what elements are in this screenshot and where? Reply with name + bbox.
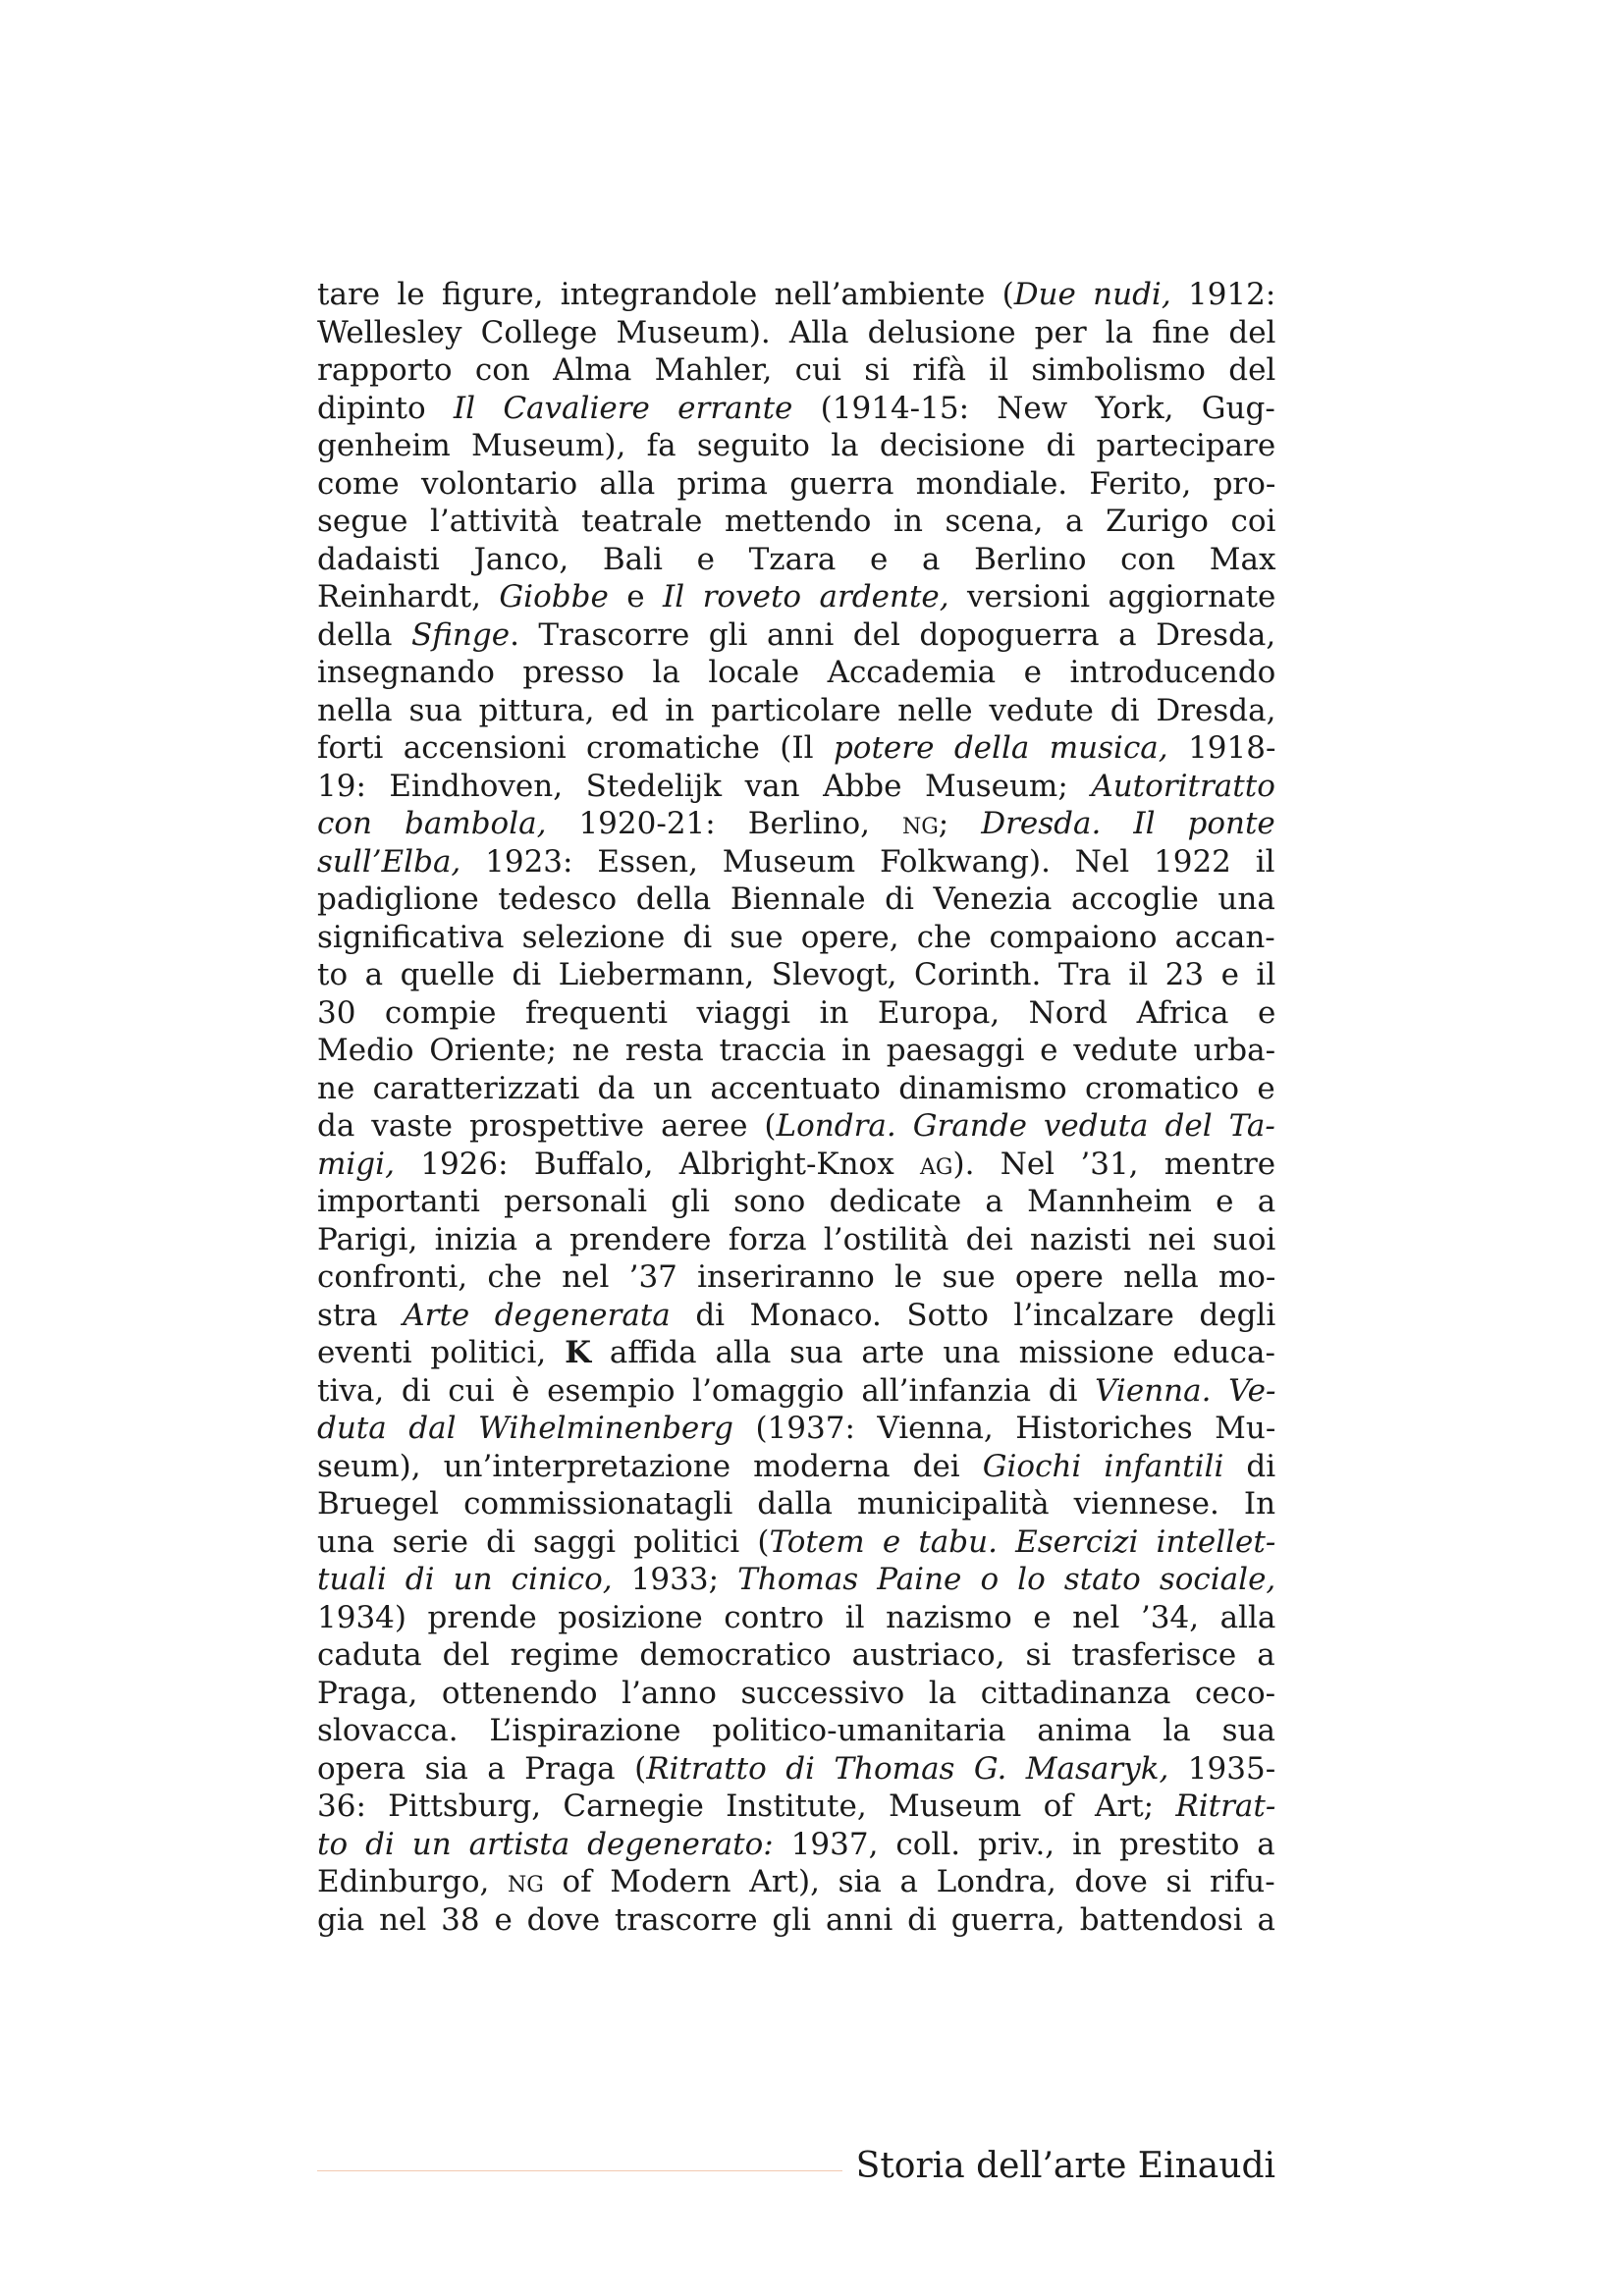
- text-run: slovacca. L’ispirazione politico-umanitaria anima la sua: [317, 1713, 1276, 1748]
- italic-title: Ritrat-: [1175, 1789, 1276, 1824]
- footer-book-title: Storia dell’arte Einaudi: [855, 2146, 1275, 2186]
- text-line: [317, 1561, 1275, 1599]
- text-run: Reinhardt,: [317, 579, 500, 614]
- text-line: [317, 616, 1275, 655]
- text-run: della: [317, 616, 411, 653]
- italic-title: Giochi infantili: [982, 1448, 1224, 1484]
- text-line: [317, 692, 1275, 730]
- text-run: to a quelle di Liebermann, Slevogt, Corinth. Tra il 23 e il: [317, 957, 1276, 992]
- text-line: [317, 1258, 1275, 1297]
- italic-title: Dresda. Il ponte: [981, 806, 1275, 841]
- text-run: ne caratterizzati da un accentuato dinamismo cromatico e: [317, 1070, 1275, 1106]
- text-run: 1918-: [1167, 730, 1276, 766]
- text-line: [317, 390, 1275, 428]
- text-run: nella sua pittura, ed in particolare nelle vedute di Dresda,: [317, 692, 1276, 728]
- text-line: [317, 1146, 1275, 1184]
- text-run: dipinto: [317, 390, 454, 426]
- text-run: 19: Eindhoven, Stedelijk van Abbe Museum;: [317, 768, 1092, 804]
- italic-title: Due nudi,: [1013, 277, 1171, 312]
- text-line: [317, 1712, 1275, 1750]
- italic-title: to di un artista degenerato:: [317, 1826, 774, 1862]
- text-run: ). Nel ’31, mentre: [952, 1146, 1276, 1182]
- text-run: of Modern Art), sia a Londra, dove si rifu-: [543, 1864, 1275, 1899]
- text-run: da vaste prospettive aeree (: [317, 1108, 777, 1144]
- italic-title: Thomas Paine o lo stato sociale,: [737, 1562, 1276, 1597]
- text-line: [317, 1032, 1275, 1070]
- text-run: gia nel 38 e dove trascorre gli anni di guerra, battendosi a: [317, 1901, 1275, 1938]
- text-run: segue l’attività teatrale mettendo in scena, a Zurigo coi: [317, 504, 1276, 539]
- text-line: [317, 1750, 1275, 1789]
- italic-title: Arte degenerata: [403, 1297, 671, 1333]
- text-run: 1926: Buffalo, Albright-Knox: [394, 1146, 920, 1182]
- text-line: [317, 1599, 1275, 1637]
- text-run: 30 compie frequenti viaggi in Europa, Nord Africa e: [317, 994, 1276, 1031]
- text-line: [317, 465, 1275, 504]
- italic-title: Il roveto ardente,: [663, 579, 949, 614]
- body-text: [317, 276, 1275, 1939]
- text-run: seum), un’interpretazione moderna dei: [317, 1448, 983, 1484]
- italic-title: Ritratto di Thomas G. Masaryk,: [646, 1750, 1169, 1787]
- italic-title: Sfinge: [411, 616, 511, 653]
- text-run: 1933;: [612, 1562, 738, 1597]
- text-run: stra: [317, 1297, 404, 1333]
- text-line: [317, 654, 1275, 692]
- abbreviation: ng: [508, 1864, 544, 1899]
- text-run: (1914-15: New York, Gug-: [792, 390, 1275, 426]
- text-run: come volontario alla prima guerra mondiale. Ferito, pro-: [317, 465, 1276, 502]
- text-run: confronti, che nel ’37 inseriranno le sue opere nella mo-: [317, 1259, 1276, 1295]
- text-line: [317, 768, 1275, 806]
- text-line: [317, 1070, 1275, 1108]
- text-line: [317, 1372, 1275, 1411]
- text-run: 36: Pittsburg, Carnegie Institute, Museum of Art;: [317, 1789, 1176, 1824]
- italic-title: Londra. Grande veduta del Ta-: [776, 1108, 1275, 1144]
- text-line: [317, 1221, 1275, 1259]
- text-run: Bruegel commissionatagli dalla municipalità viennese. In: [317, 1486, 1276, 1522]
- text-line: [317, 1410, 1275, 1448]
- text-line: [317, 1901, 1275, 1940]
- text-run: (1937: Vienna, Historiches Mu-: [732, 1411, 1276, 1446]
- text-run: tiva, di cui è esempio l’omaggio all’infanzia di: [317, 1372, 1096, 1409]
- text-run: tare le figure, integrandole nell’ambiente (: [317, 277, 1014, 312]
- bold-initial: K: [565, 1335, 592, 1370]
- italic-title: duta dal Wihelminenberg: [317, 1411, 733, 1446]
- text-run: forti accensioni cromatiche (Il: [317, 730, 834, 766]
- text-run: ;: [938, 806, 982, 841]
- text-line: [317, 541, 1275, 579]
- text-run: dadaisti Janco, Bali e Tzara e a Berlino con Max: [317, 541, 1276, 577]
- text-line: [317, 1636, 1275, 1675]
- text-line: [317, 843, 1275, 881]
- text-run: Praga, ottenendo l’anno successivo la cittadinanza ceco-: [317, 1675, 1276, 1711]
- text-run: importanti personali gli sono dedicate a Mannheim e a: [317, 1184, 1276, 1219]
- text-line: [317, 956, 1275, 994]
- text-line: [317, 427, 1275, 465]
- footer-rule: [317, 2170, 842, 2171]
- text-run: eventi politici,: [317, 1335, 566, 1370]
- text-run: 1937, coll. priv., in prestito a: [773, 1826, 1275, 1862]
- text-run: significativa selezione di sue opere, che compaiono accan-: [317, 919, 1275, 955]
- text-line: [317, 1523, 1275, 1562]
- text-line: [317, 1675, 1275, 1713]
- text-line: [317, 805, 1275, 843]
- text-run: caduta del regime democratico austriaco, si trasferisce a: [317, 1637, 1275, 1673]
- text-run: padiglione tedesco della Biennale di Venezia accoglie una: [317, 881, 1275, 917]
- text-run: versioni aggiornate: [948, 579, 1276, 614]
- text-line: [317, 276, 1275, 314]
- italic-title: Totem e tabu. Esercizi intellet-: [769, 1523, 1276, 1560]
- text-run: Edinburgo,: [317, 1864, 508, 1899]
- text-line: [317, 1863, 1275, 1901]
- text-run: genheim Museum), fa seguito la decisione di partecipare: [317, 428, 1276, 463]
- text-run: 1923: Essen, Museum Folkwang). Nel 1922 il: [460, 843, 1275, 880]
- italic-title: con bambola,: [317, 806, 547, 841]
- text-run: rapporto con Alma Mahler, cui si rifà il simbolismo del: [317, 352, 1276, 388]
- text-line: [317, 1183, 1275, 1221]
- text-line: [317, 314, 1275, 352]
- text-run: di: [1223, 1448, 1276, 1484]
- text-line: [317, 1485, 1275, 1523]
- italic-title: sull’Elba,: [317, 843, 461, 880]
- abbreviation: ng: [901, 806, 939, 841]
- text-line: [317, 919, 1275, 957]
- text-line: [317, 1788, 1275, 1826]
- text-run: e: [608, 579, 664, 614]
- text-line: [317, 1107, 1275, 1146]
- text-run: insegnando presso la locale Accademia e introducendo: [317, 655, 1276, 690]
- text-run: opera sia a Praga (: [317, 1750, 647, 1787]
- text-run: una serie di saggi politici (: [317, 1523, 770, 1560]
- text-run: 1934) prende posizione contro il nazismo e nel ’34, alla: [317, 1599, 1276, 1635]
- text-run: . Trascorre gli anni del dopoguerra a Dresda,: [510, 616, 1276, 653]
- text-line: [317, 578, 1275, 616]
- italic-title: migi,: [317, 1146, 395, 1182]
- italic-title: Il Cavaliere errante: [453, 390, 793, 426]
- text-line: [317, 881, 1275, 919]
- text-run: 1920-21: Berlino,: [546, 806, 902, 841]
- text-run: di Monaco. Sotto l’incalzare degli: [670, 1297, 1276, 1333]
- abbreviation: ag: [920, 1146, 953, 1182]
- italic-title: Vienna. Ve-: [1095, 1372, 1276, 1409]
- italic-title: tuali di un cinico,: [317, 1562, 613, 1597]
- text-run: Parigi, inizia a prendere forza l’ostilità dei nazisti nei suoi: [317, 1221, 1276, 1257]
- italic-title: Giobbe: [499, 579, 609, 614]
- text-run: Wellesley College Museum). Alla delusione per la fine del: [317, 314, 1276, 350]
- text-line: [317, 1448, 1275, 1486]
- italic-title: potere della musica,: [833, 730, 1168, 766]
- text-line: [317, 1297, 1275, 1335]
- text-run: affida alla sua arte una missione educa-: [591, 1335, 1275, 1370]
- text-line: [317, 503, 1275, 541]
- text-line: [317, 1826, 1275, 1864]
- text-line: [317, 994, 1275, 1033]
- italic-title: Autoritratto: [1091, 768, 1275, 804]
- text-line: [317, 1334, 1275, 1372]
- text-line: [317, 351, 1275, 390]
- text-run: 1935-: [1168, 1750, 1276, 1787]
- text-run: Medio Oriente; ne resta traccia in paesaggi e vedute urba-: [317, 1033, 1276, 1068]
- text-run: 1912:: [1170, 277, 1276, 312]
- text-line: [317, 729, 1275, 768]
